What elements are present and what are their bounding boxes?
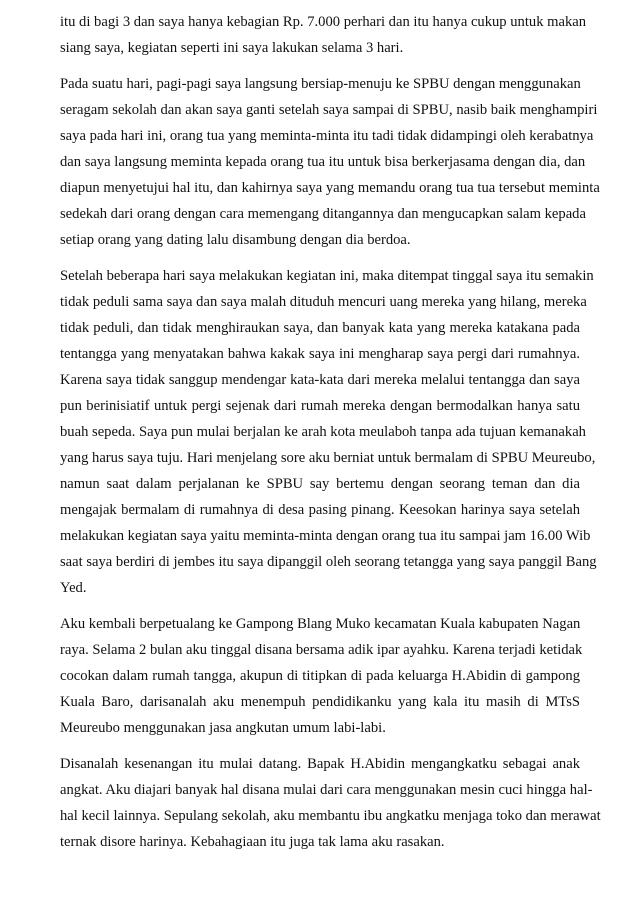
text-line: angkat. Aku diajari banyak hal disana mulai dari cara menggunakan mesin cuci hingga hal- — [60, 782, 593, 798]
text-line: diapun menyetujui hal itu, dan kahirnya saya yang memandu orang tua tua tersebut meminta — [60, 180, 600, 196]
text-line: hal kecil lainnya. Sepulang sekolah, aku membantu ibu angkatku menjaga toko dan merawat — [60, 808, 601, 824]
text-line: siang saya, kegiatan seperti ini saya lakukan selama 3 hari. — [60, 40, 404, 56]
text-line: mengajak bermalam di rumahnya di desa pasing pinang. Keesokan harinya saya setelah — [60, 502, 580, 518]
text-line: namun saat dalam perjalanan ke SPBU say bertemu dengan seorang teman dan dia — [60, 476, 580, 492]
text-line: itu di bagi 3 dan saya hanya kebagian Rp. 7.000 perhari dan itu hanya cukup untuk makan — [60, 14, 587, 30]
text-line: ternak disore harinya. Kebahagiaan itu juga tak lama aku rasakan. — [60, 834, 445, 850]
text-line: raya. Selama 2 bulan aku tinggal disana bersama adik ipar ayahku. Karena terjadi ketidak — [60, 642, 583, 658]
text-line: Pada suatu hari, pagi-pagi saya langsung bersiap-menuju ke SPBU dengan menggunakan — [60, 76, 581, 92]
text-line: yang harus saya tuju. Hari menjelang sore aku berniat untuk bermalam di SPBU Meureubo, — [60, 450, 596, 466]
text-line: saya pada hari ini, orang tua yang meminta-minta itu tadi tidak didampingi oleh kerabatnya — [60, 128, 594, 144]
text-line: Aku kembali berpetualang ke Gampong Blang Muko kecamatan Kuala kabupaten Nagan — [60, 616, 581, 632]
text-line: tentangga yang menyatakan bahwa kakak saya ini mengharap saya pergi dari rumahnya. — [60, 346, 580, 362]
text-line: Meureubo menggunakan jasa angkutan umum labi-labi. — [60, 720, 386, 736]
text-line: pun berinisiatif untuk pergi sejenak dari rumah mereka dengan bermodalkan hanya satu — [60, 398, 580, 414]
text-line: sedekah dari orang dengan cara memengang ditangannya dan mengucapkan salam kepada — [60, 206, 586, 222]
text-line: tidak peduli sama saya dan saya malah dituduh mencuri uang mereka yang hilang, mereka — [60, 294, 587, 310]
text-line: Yed. — [60, 580, 87, 596]
text-line: saat saya berdiri di jembes itu saya dipanggil oleh seorang tetangga yang saya panggil Bang — [60, 554, 597, 570]
text-line: Disanalah kesenangan itu mulai datang. Bapak H.Abidin mengangkatku sebagai anak — [60, 756, 580, 772]
text-line: cocokan dalam rumah tangga, akupun di titipkan di pada keluarga H.Abidin di gampong — [60, 668, 580, 684]
text-line: dan saya langsung meminta kepada orang tua itu untuk bisa berkerjasama dengan dia, dan — [60, 154, 586, 170]
text-line: Karena saya tidak sanggup mendengar kata-kata dari mereka melalui tentangga dan saya — [60, 372, 580, 388]
text-line: seragam sekolah dan akan saya ganti setelah saya sampai di SPBU, nasib baik menghampiri — [60, 102, 598, 118]
text-line: Kuala Baro, darisanalah aku menempuh pendidikanku yang kala itu masih di MTsS — [60, 694, 580, 710]
text-line: setiap orang yang dating lalu disambung dengan dia berdoa. — [60, 232, 411, 248]
text-line: melakukan kegiatan saya yaitu meminta-minta dengan orang tua itu sampai jam 16.00 Wib — [60, 528, 591, 544]
text-line: buah sepeda. Saya pun mulai berjalan ke arah kota meulaboh tanpa ada tujuan kemanakah — [60, 424, 586, 440]
text-line: tidak peduli, dan tidak menghiraukan saya, dan banyak kata yang mereka katakana pada — [60, 320, 580, 336]
text-line: Setelah beberapa hari saya melakukan kegiatan ini, maka ditempat tinggal saya itu semakin — [60, 268, 594, 284]
